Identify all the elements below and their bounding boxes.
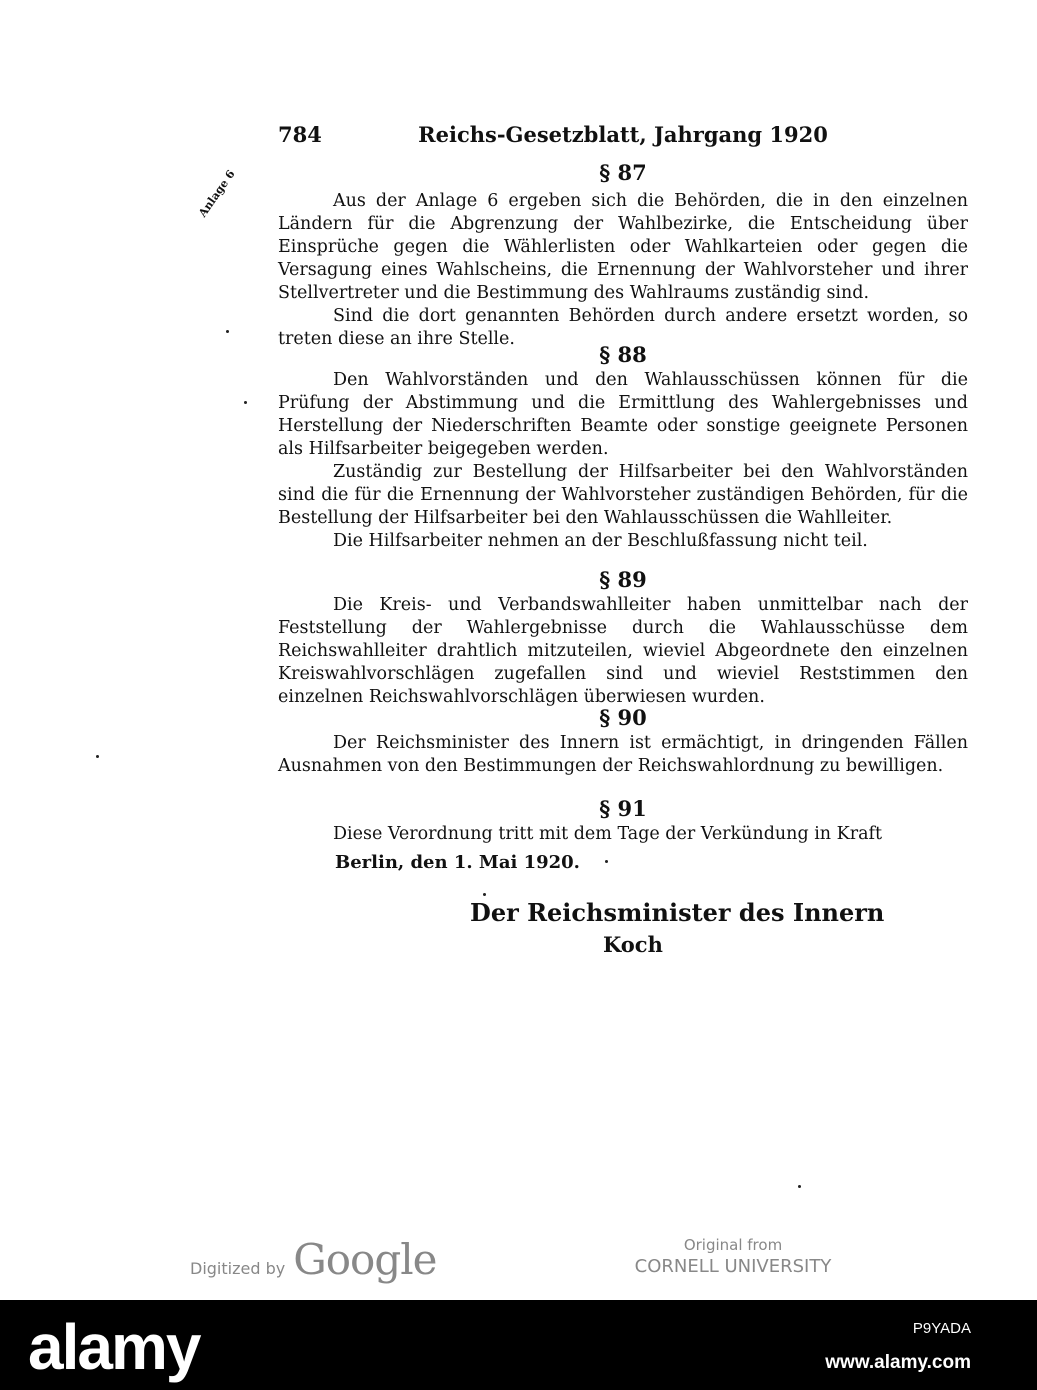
section-mark-88: § 88 [599, 342, 647, 367]
paragraph: Sind die dort genannten Behörden durch andere ersetzt worden, so treten diese an ihre Stelle. [278, 306, 968, 349]
paragraph: Zuständig zur Bestellung der Hilfsarbeiter bei den Wahlvorständen sind die für die Ernennung der Wahlvorsteher zuständigen Behörden, für die Bestellung der Hilfsarbeiter bei den Wahlausschüssen die Wahlleiter. [278, 462, 968, 528]
scan-speck [244, 401, 247, 404]
section-mark-89: § 89 [599, 567, 647, 592]
section-90-text [278, 732, 968, 778]
site-url: www.alamy.com [825, 1352, 971, 1373]
section-89-text [278, 594, 968, 709]
section-mark-87: § 87 [599, 160, 647, 185]
page-header [278, 122, 968, 152]
page-number: 784 [278, 122, 322, 147]
scan-speck [96, 755, 99, 758]
paragraph: Die Kreis- und Verbandswahlleiter haben unmittelbar nach der Feststellung der Wahlergebnisse durch die Wahlausschüsse dem Reichswahlleiter drahtlich mitzuteilen, wieviel Abgeordnete den einzelnen Kreiswahlvorschlägen zugefallen sind und wieviel Reststimmen den einzelnen Reichswahlvorschlägen überwiesen wurden. [278, 595, 968, 707]
section-88-text [278, 369, 968, 553]
alamy-logo: alamy [28, 1311, 200, 1383]
google-logo: Google [293, 1235, 437, 1284]
section-91-text [278, 823, 968, 846]
paragraph: Aus der Anlage 6 ergeben sich die Behörden, die in den einzelnen Ländern für die Abgrenzung der Wahlbezirke, die Entscheidung über Einsprüche gegen die Wählerlisten oder Wahlkarteien oder gegen die Versagung eines Wahlscheins, die Ernennung der Wahlvorsteher und ihrer Stellvertreter und die Bestimmung des Wahlraums zuständig sind. [278, 191, 968, 303]
paragraph: Die Hilfsarbeiter nehmen an der Beschlußfassung nicht teil. [333, 531, 868, 551]
institution-name: CORNELL UNIVERSITY [634, 1256, 832, 1277]
section-mark-90: § 90 [599, 705, 647, 730]
scan-speck [226, 330, 229, 333]
place-date: Berlin, den 1. Mai 1920. [335, 852, 580, 873]
running-title: Reichs-Gesetzblatt, Jahrgang 1920 [418, 122, 828, 147]
section-87-text [278, 190, 968, 351]
image-id: P9YADA [912, 1320, 971, 1337]
paragraph: Der Reichsminister des Innern ist ermächtigt, in dringenden Fällen Ausnahmen von den Bestimmungen der Reichswahlordnung zu bewilligen. [278, 733, 968, 776]
signatory-name: Koch [603, 932, 663, 957]
digitized-by-google [190, 1235, 437, 1284]
original-from-label: Original from [683, 1236, 783, 1254]
original-from [618, 1236, 848, 1277]
scan-speck [798, 1185, 801, 1188]
paragraph: Den Wahlvorständen und den Wahlausschüssen können für die Prüfung der Abstimmung und die Ermittlung des Wahlergebnisses und Herstellung der Niederschriften Beamte oder sonstige geeignete Personen als Hilfsarbeiter beigegeben werden. [278, 370, 968, 459]
signatory-office: Der Reichsminister des Innern [470, 898, 885, 927]
margin-note: Anlage 6 [196, 167, 238, 220]
paragraph: Diese Verordnung tritt mit dem Tage der Verkündung in Kraft [333, 824, 883, 844]
section-mark-91: § 91 [599, 796, 647, 821]
scan-speck [483, 893, 486, 896]
scan-speck [605, 860, 608, 863]
digitized-by-label: Digitized by [190, 1259, 286, 1278]
